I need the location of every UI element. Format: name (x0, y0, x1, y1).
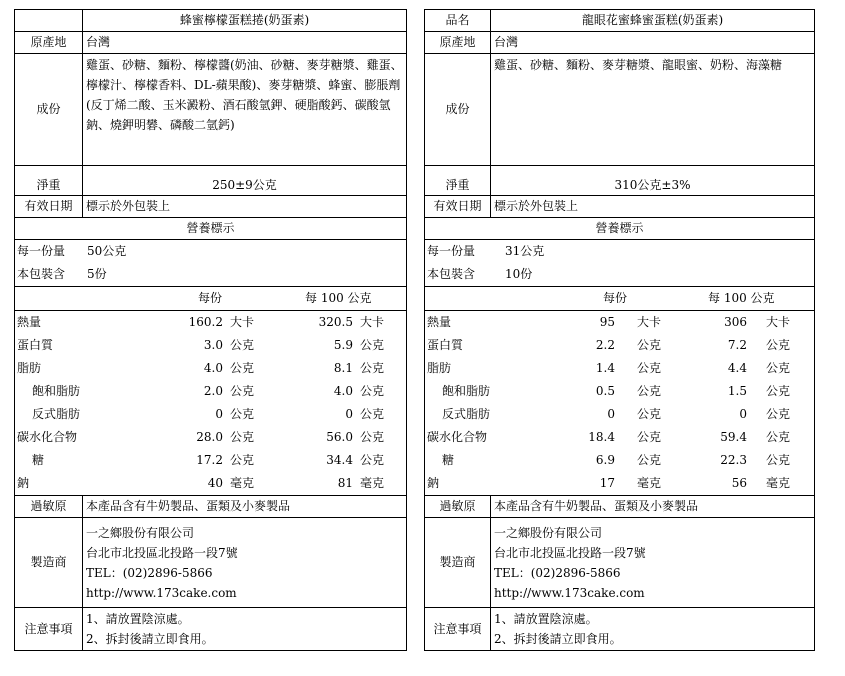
nutrient-name: 脂肪 (17, 361, 42, 375)
per-serving-value: 17.2 (196, 453, 223, 467)
expiry-value: 標示於外包裝上 (491, 196, 815, 218)
serving-size-row (15, 240, 406, 263)
per-100g-unit: 公克 (360, 407, 385, 421)
servings-per-package-row (15, 263, 406, 286)
net-weight-label: 淨重 (15, 166, 83, 196)
serving-size-label: 每一份量 (17, 244, 66, 258)
manufacturer-address: 台北市北投區北投路一段7號 (494, 545, 646, 560)
per-100g-unit: 公克 (766, 338, 791, 352)
net-weight-value: 310公克±3% (491, 166, 815, 196)
ingredients-value: 雞蛋、砂糖、麵粉、麥芽糖漿、龍眼蜜、奶粉、海藻糖 (491, 54, 815, 166)
manufacturer-label: 製造商 (15, 518, 83, 608)
per-100g-unit: 公克 (360, 361, 385, 375)
nutrient-name: 糖 (32, 453, 45, 467)
manufacturer-label: 製造商 (425, 518, 491, 608)
per-serving-unit: 公克 (230, 453, 255, 467)
per-100g-value: 4.4 (727, 361, 747, 375)
manufacturer-phone: TEL：(02)2896-5866 (86, 565, 213, 580)
per-serving-unit: 公克 (637, 407, 662, 421)
expiry-value: 標示於外包裝上 (83, 196, 407, 218)
notes-label: 注意事項 (15, 608, 83, 651)
nutrient-row (425, 403, 814, 426)
ingredients-label: 成份 (425, 54, 491, 166)
per-100g-unit: 公克 (360, 453, 385, 467)
origin-value: 台灣 (83, 32, 407, 54)
name-label: 品名 (425, 10, 491, 32)
per-100g-value: 1.5 (727, 384, 747, 398)
per-serving-value: 28.0 (196, 430, 223, 444)
nutrient-row (425, 472, 814, 495)
per-100g-value: 34.4 (326, 453, 353, 467)
per-100g-value: 320.5 (318, 315, 353, 329)
nutrient-row (425, 449, 814, 472)
per-100g-value: 5.9 (333, 338, 353, 352)
per-serving-unit: 毫克 (230, 476, 255, 490)
per-100g-unit: 毫克 (360, 476, 385, 490)
nutrient-name: 鈉 (427, 476, 440, 490)
per-100g-unit: 公克 (766, 361, 791, 375)
per-100g-value: 4.0 (333, 384, 353, 398)
per-serving-unit: 公克 (230, 384, 255, 398)
nutrient-row (15, 380, 406, 403)
nutrient-name: 熱量 (17, 315, 42, 329)
per-serving-unit: 大卡 (230, 315, 255, 329)
net-weight-label: 淨重 (425, 166, 491, 196)
nutrition-panel (425, 240, 815, 496)
per-100g-unit: 公克 (766, 430, 791, 444)
nutrient-row (15, 334, 406, 357)
nutrient-name: 碳水化合物 (427, 430, 488, 444)
notes-label: 注意事項 (425, 608, 491, 651)
per-100g-unit: 毫克 (766, 476, 791, 490)
nutrient-name: 蛋白質 (427, 338, 464, 352)
allergen-label: 過敏原 (425, 496, 491, 518)
per-serving-header: 每份 (198, 291, 223, 305)
nutrient-row (425, 380, 814, 403)
nutrient-name: 糖 (442, 453, 455, 467)
per-serving-value: 2.0 (203, 384, 223, 398)
per-serving-unit: 公克 (637, 338, 662, 352)
per-serving-unit: 公克 (230, 407, 255, 421)
per-serving-value: 17 (599, 476, 615, 490)
per-serving-value: 3.0 (203, 338, 223, 352)
per-serving-unit: 公克 (637, 453, 662, 467)
per-100g-unit: 公克 (360, 430, 385, 444)
note-item: 1、請放置陰涼處。 (494, 612, 598, 626)
per-100g-header: 每 100 公克 (708, 291, 775, 305)
per-100g-value: 0 (345, 407, 353, 421)
label-table-left (14, 9, 407, 651)
per-serving-unit: 大卡 (637, 315, 662, 329)
per-100g-value: 7.2 (727, 338, 747, 352)
per-100g-value: 22.3 (720, 453, 747, 467)
allergen-value: 本產品含有牛奶製品、蛋類及小麥製品 (83, 496, 407, 518)
per-serving-value: 4.0 (203, 361, 223, 375)
nutrient-name: 反式脂肪 (442, 407, 491, 421)
manufacturer-name: 一之鄉股份有限公司 (494, 525, 603, 540)
nutrient-row (15, 472, 406, 495)
nutrient-row (15, 357, 406, 380)
note-item: 1、請放置陰涼處。 (86, 612, 190, 626)
nutrition-title: 營養標示 (425, 218, 815, 240)
per-serving-value: 18.4 (588, 430, 615, 444)
per-serving-value: 2.2 (595, 338, 615, 352)
manufacturer-website: http://www.173cake.com (86, 585, 237, 600)
nutrient-row (15, 403, 406, 426)
nutrient-row (15, 449, 406, 472)
per-100g-unit: 公克 (766, 453, 791, 467)
serving-size-row (425, 240, 814, 263)
product-name: 蜂蜜檸檬蛋糕捲(奶蛋素) (83, 10, 407, 32)
nutrient-name: 飽和脂肪 (442, 384, 491, 398)
manufacturer-name: 一之鄉股份有限公司 (86, 525, 195, 540)
manufacturer-website: http://www.173cake.com (494, 585, 645, 600)
per-100g-value: 56 (731, 476, 747, 490)
per-serving-value: 160.2 (188, 315, 223, 329)
per-100g-unit: 大卡 (360, 315, 385, 329)
nutrient-row (15, 311, 406, 334)
allergen-value: 本產品含有牛奶製品、蛋類及小麥製品 (491, 496, 815, 518)
origin-label: 原產地 (15, 32, 83, 54)
expiry-label: 有效日期 (15, 196, 83, 218)
notes-value (491, 608, 815, 651)
nutrient-row (425, 334, 814, 357)
nutrient-row (15, 426, 406, 449)
per-serving-value: 40 (207, 476, 223, 490)
manufacturer-phone: TEL：(02)2896-5866 (494, 565, 621, 580)
servings-per-package-label: 本包裝含 (17, 267, 66, 281)
per-100g-value: 8.1 (333, 361, 353, 375)
per-serving-unit: 公克 (230, 361, 255, 375)
nutrient-name: 脂肪 (427, 361, 452, 375)
per-serving-value: 95 (599, 315, 615, 329)
nutrition-column-header (425, 286, 814, 311)
ingredients-value: 雞蛋、砂糖、麵粉、檸檬醬(奶油、砂糖、麥芽糖漿、雞蛋、檸檬汁、檸檬香料、DL-蘋果酸)、麥芽糖漿、蜂蜜、膨脹劑(反丁烯二酸、玉米澱粉、酒石酸氫鉀、硬脂酸鈣、碳酸氫鈉、燒鉀明礬、磷酸二氫鈣) (83, 54, 407, 166)
per-100g-value: 306 (724, 315, 747, 329)
per-100g-unit: 公克 (766, 407, 791, 421)
nutrient-row (425, 357, 814, 380)
per-serving-unit: 公克 (637, 384, 662, 398)
nutrient-name: 飽和脂肪 (32, 384, 81, 398)
origin-label: 原產地 (425, 32, 491, 54)
per-serving-unit: 公克 (230, 338, 255, 352)
per-serving-value: 0 (215, 407, 223, 421)
servings-per-package-label: 本包裝含 (427, 267, 476, 281)
per-100g-value: 59.4 (720, 430, 747, 444)
nutrient-name: 蛋白質 (17, 338, 54, 352)
per-100g-header: 每 100 公克 (305, 291, 372, 305)
per-100g-unit: 公克 (360, 338, 385, 352)
per-serving-header: 每份 (603, 291, 628, 305)
manufacturer-address: 台北市北投區北投路一段7號 (86, 545, 238, 560)
product-name: 龍眼花蜜蜂蜜蛋糕(奶蛋素) (491, 10, 815, 32)
per-100g-value: 81 (337, 476, 353, 490)
servings-per-package-value: 5份 (87, 267, 107, 281)
nutrient-name: 鈉 (17, 476, 30, 490)
per-100g-unit: 公克 (766, 384, 791, 398)
name-label (15, 10, 83, 32)
per-100g-unit: 公克 (360, 384, 385, 398)
label-table-right (424, 9, 815, 651)
per-serving-value: 0.5 (595, 384, 615, 398)
nutrient-name: 熱量 (427, 315, 452, 329)
origin-value: 台灣 (491, 32, 815, 54)
servings-per-package-row (425, 263, 814, 286)
per-100g-value: 0 (739, 407, 747, 421)
manufacturer-info (491, 518, 815, 608)
per-serving-unit: 公克 (637, 430, 662, 444)
per-serving-unit: 毫克 (637, 476, 662, 490)
servings-per-package-value: 10份 (505, 267, 533, 281)
note-item: 2、拆封後請立即食用。 (86, 632, 214, 646)
per-serving-value: 0 (607, 407, 615, 421)
net-weight-value: 250±9公克 (83, 166, 407, 196)
nutrient-row (425, 311, 814, 334)
ingredients-label: 成份 (15, 54, 83, 166)
per-100g-value: 56.0 (326, 430, 353, 444)
expiry-label: 有效日期 (425, 196, 491, 218)
manufacturer-info (83, 518, 407, 608)
per-100g-unit: 大卡 (766, 315, 791, 329)
nutrient-name: 碳水化合物 (17, 430, 78, 444)
note-item: 2、拆封後請立即食用。 (494, 632, 622, 646)
nutrient-name: 反式脂肪 (32, 407, 81, 421)
per-serving-unit: 公克 (637, 361, 662, 375)
allergen-label: 過敏原 (15, 496, 83, 518)
per-serving-value: 1.4 (595, 361, 615, 375)
serving-size-value: 31公克 (505, 244, 545, 258)
per-serving-value: 6.9 (595, 453, 615, 467)
serving-size-label: 每一份量 (427, 244, 476, 258)
nutrition-title: 營養標示 (15, 218, 407, 240)
nutrition-column-header (15, 286, 406, 311)
serving-size-value: 50公克 (87, 244, 127, 258)
nutrition-panel (15, 240, 407, 496)
nutrient-row (425, 426, 814, 449)
per-serving-unit: 公克 (230, 430, 255, 444)
notes-value (83, 608, 407, 651)
